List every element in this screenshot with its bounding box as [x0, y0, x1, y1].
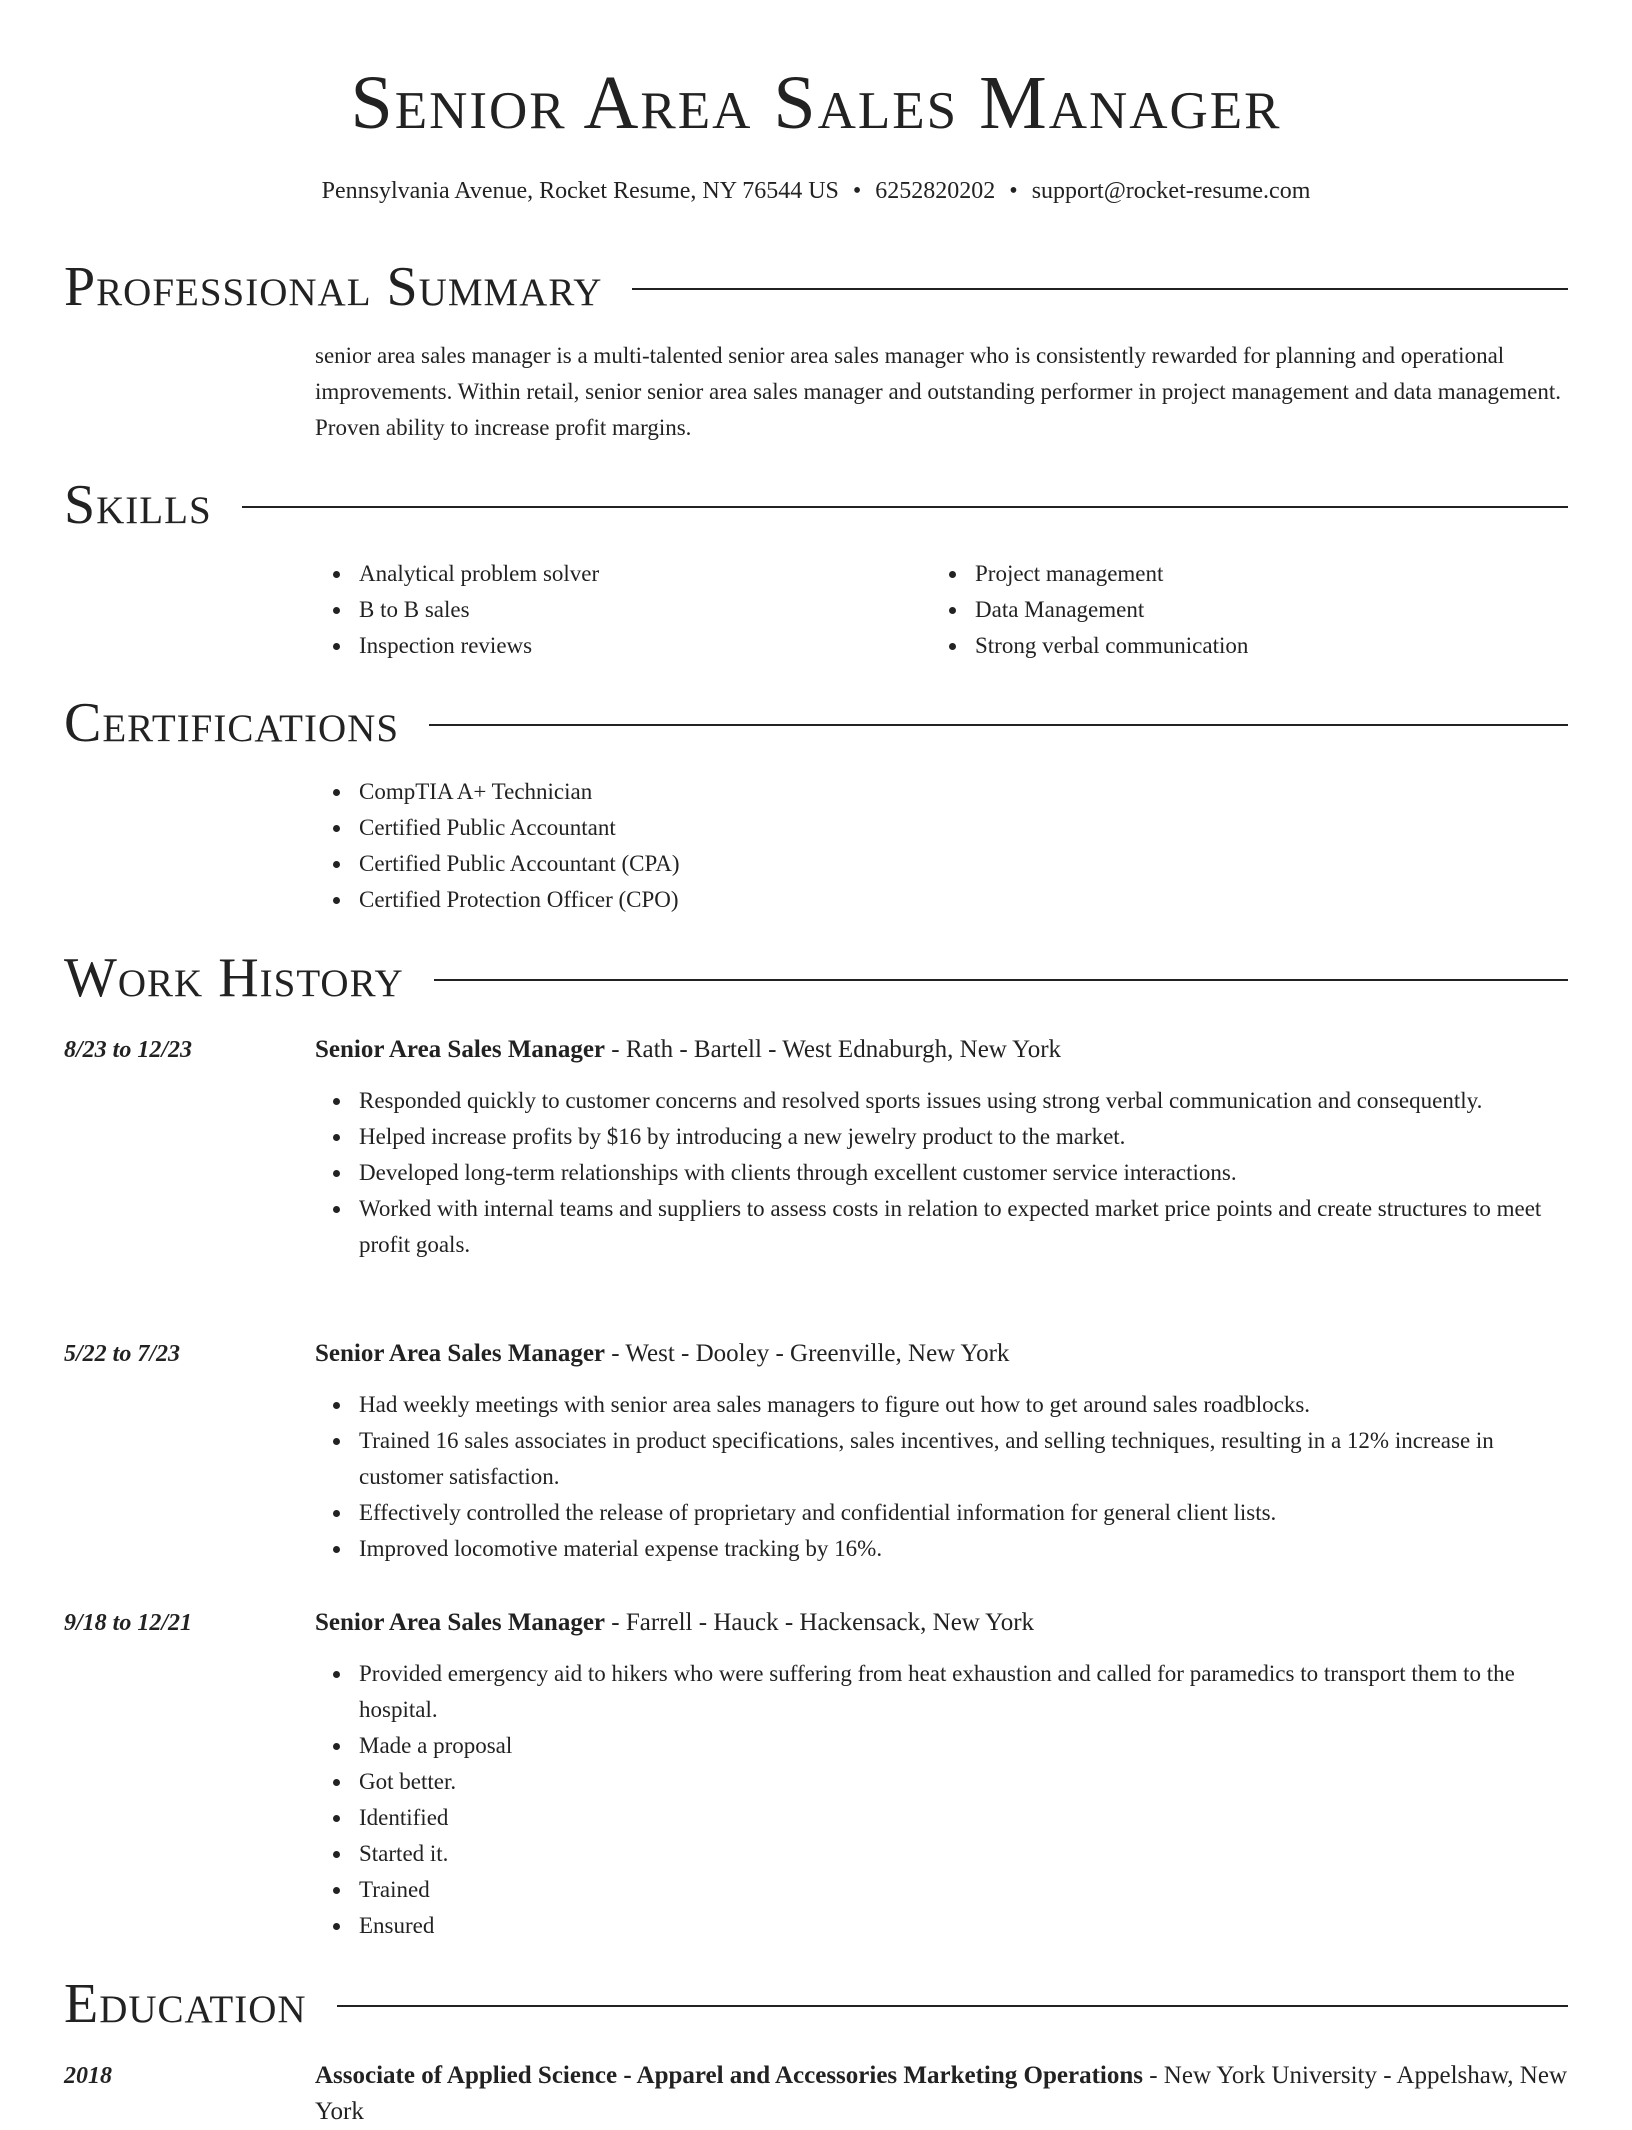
- job-bullet: Developed long-term relationships with clients through excellent customer service interactions.: [359, 1155, 1568, 1191]
- summary-text: senior area sales manager is a multi-talented senior area sales manager who is consistently rewarded for planning and operational improvements. Within retail, senior senior area sales manager and outstanding performer in project management and data management. Proven ability to increase profit margins.: [315, 343, 1561, 440]
- skills-column-left: [315, 556, 931, 664]
- summary-heading-title: Professional Summary: [64, 256, 603, 318]
- certification-item: CompTIA A+ Technician: [359, 774, 1568, 810]
- contact-line: [0, 174, 1632, 208]
- certification-item: Certified Public Accountant: [359, 810, 1568, 846]
- certifications-heading: [64, 691, 1568, 755]
- job-bullet: Had weekly meetings with senior area sales managers to figure out how to get around sales roadblocks.: [359, 1387, 1568, 1423]
- job-dates: 8/23 to 12/23: [64, 1037, 193, 1063]
- job-details: - Rath - Bartell - West Ednaburgh, New York: [605, 1036, 1062, 1063]
- job-bullet: Improved locomotive material expense tracking by 16%.: [359, 1531, 1568, 1567]
- contact-phone: 6252820202: [875, 178, 996, 204]
- job-bullet: Worked with internal teams and suppliers to assess costs in relation to expected market price points and create structures to meet profit goals.: [359, 1191, 1568, 1263]
- education-degree: Associate of Applied Science - Apparel and Accessories Marketing Operations: [315, 2062, 1143, 2089]
- education-school: - New York University - Appelshaw, New York: [315, 2062, 1567, 2125]
- job-bullet: Ensured: [359, 1908, 1568, 1944]
- education-heading-line: [315, 2058, 1568, 2130]
- skill-item: Strong verbal communication: [975, 628, 1547, 664]
- skills-list: [315, 556, 1568, 664]
- certifications-heading-title: Certifications: [64, 692, 400, 754]
- job-heading: [315, 1605, 1568, 1641]
- job-dates: 5/22 to 7/23: [64, 1341, 181, 1367]
- certification-item: Certified Public Accountant (CPA): [359, 846, 1568, 882]
- skill-item: Inspection reviews: [359, 628, 931, 664]
- job-dates: 9/18 to 12/21: [64, 1610, 193, 1636]
- job-details: - West - Dooley - Greenville, New York: [605, 1340, 1010, 1367]
- certifications-list: [315, 774, 1568, 918]
- skill-item: Data Management: [975, 592, 1547, 628]
- job-bullets: [315, 1387, 1568, 1567]
- job-bullet: Started it.: [359, 1836, 1568, 1872]
- education-heading-title: Education: [64, 1973, 307, 2035]
- education-year: 2018: [64, 2063, 112, 2089]
- work-history-heading-title: Work History: [64, 947, 404, 1009]
- section-divider: [242, 506, 1568, 508]
- job-bullet: Got better.: [359, 1764, 1568, 1800]
- summary-block: [315, 338, 1568, 446]
- job-bullet: Helped increase profits by $16 by introducing a new jewelry product to the market.: [359, 1119, 1568, 1155]
- job-bullet: Provided emergency aid to hikers who were suffering from heat exhaustion and called for paramedics to transport them to the hospital.: [359, 1656, 1568, 1728]
- job-details: - Farrell - Hauck - Hackensack, New York: [605, 1609, 1035, 1636]
- job-bullet: Effectively controlled the release of proprietary and confidential information for general client lists.: [359, 1495, 1568, 1531]
- contact-separator: •: [852, 178, 862, 204]
- skill-item: Analytical problem solver: [359, 556, 931, 592]
- job-title: Senior Area Sales Manager: [315, 1036, 606, 1063]
- job-bullets: [315, 1656, 1568, 1944]
- job-heading: [315, 1032, 1568, 1068]
- contact-email: support@rocket-resume.com: [1031, 178, 1311, 204]
- job-bullet: Trained: [359, 1872, 1568, 1908]
- section-divider: [632, 288, 1568, 290]
- summary-heading: [64, 255, 1568, 319]
- skill-item: B to B sales: [359, 592, 931, 628]
- job-bullets: [315, 1083, 1568, 1263]
- contact-address: Pennsylvania Avenue, Rocket Resume, NY 76544 US: [321, 178, 839, 204]
- certification-item: Certified Protection Officer (CPO): [359, 882, 1568, 918]
- skills-column-right: [931, 556, 1547, 664]
- section-divider: [434, 979, 1568, 981]
- job-bullet: Identified: [359, 1800, 1568, 1836]
- education-heading: [64, 1972, 1568, 2036]
- job-bullet: Responded quickly to customer concerns and resolved sports issues using strong verbal communication and consequently.: [359, 1083, 1568, 1119]
- job-bullet: Trained 16 sales associates in product specifications, sales incentives, and selling techniques, resulting in a 12% increase in customer satisfaction.: [359, 1423, 1568, 1495]
- section-divider: [337, 2005, 1568, 2007]
- job-title: Senior Area Sales Manager: [315, 1609, 606, 1636]
- job-bullet: Made a proposal: [359, 1728, 1568, 1764]
- skills-heading-title: Skills: [64, 474, 212, 536]
- resume-name: Senior Area Sales Manager: [350, 61, 1282, 145]
- contact-separator: •: [1009, 178, 1018, 204]
- skill-item: Project management: [975, 556, 1547, 592]
- job-title: Senior Area Sales Manager: [315, 1340, 606, 1367]
- work-history-heading: [64, 946, 1568, 1010]
- skills-heading: [64, 473, 1568, 537]
- job-heading: [315, 1336, 1568, 1372]
- section-divider: [429, 724, 1568, 726]
